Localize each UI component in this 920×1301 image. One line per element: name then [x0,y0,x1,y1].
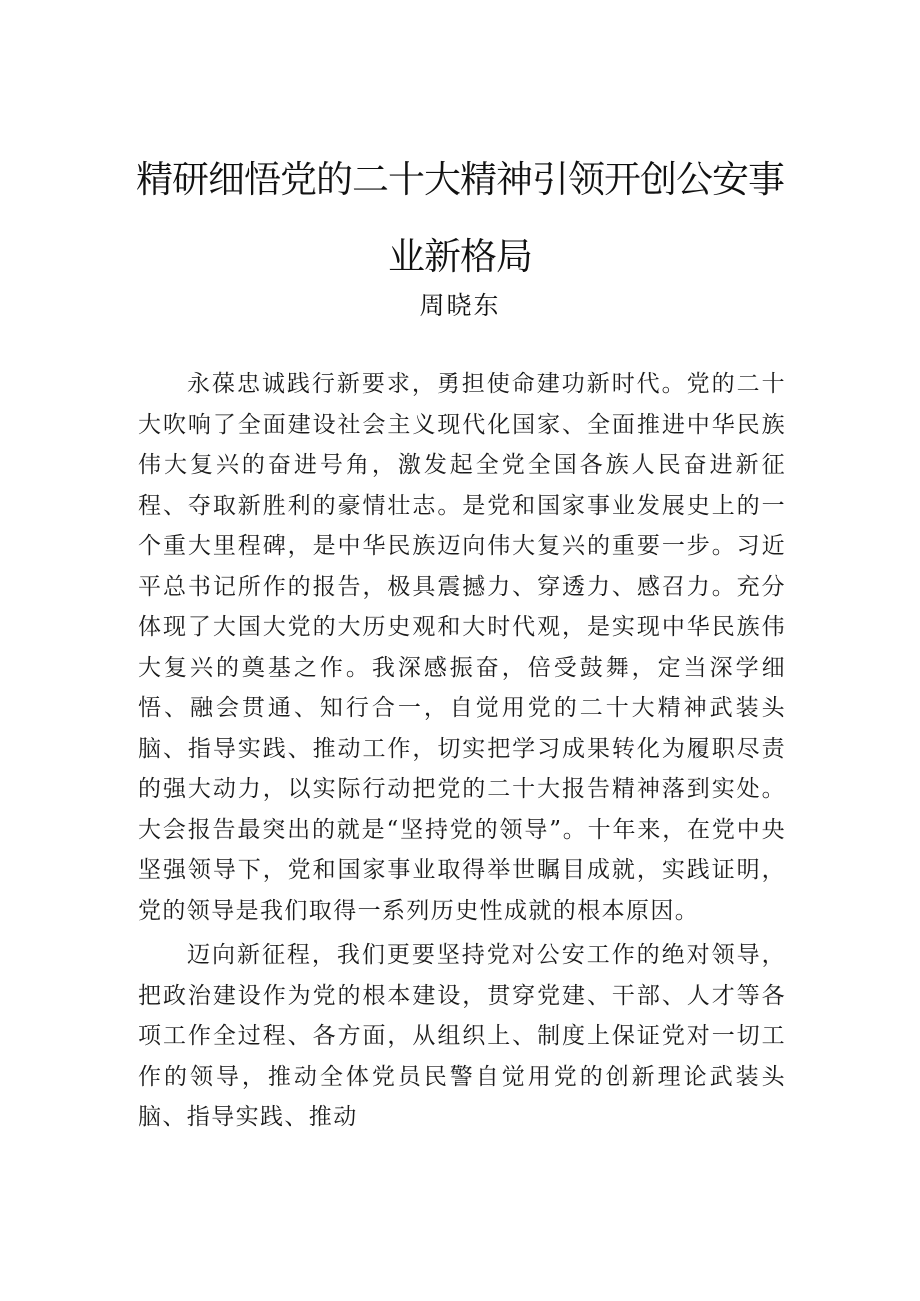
author-name: 周晓东 [419,291,501,320]
body-paragraph-2: 迈向新征程，我们更要坚持党对公安工作的绝对领导，把政治建设作为党的根本建设，贯穿党建、干部、人才等各项工作全过程、各方面，从组织上、制度上保证党对一切工作的领导，推动全体党员民警自觉用党的创新理论武装头脑、指导实践、推动 [138,942,786,1130]
document-body [138,364,786,1138]
document-title-line-1: 精研细悟党的二十大精神引领开创公安事 [136,158,784,201]
body-paragraph-1: 永葆忠诚践行新要求，勇担使命建功新时代。党的二十大吹响了全面建设社会主义现代化国家、全面推进中华民族伟大复兴的奋进号角，激发起全党全国各族人民奋进新征程、夺取新胜利的豪情壮志。是党和国家事业发展史上的一个重大里程碑，是中华民族迈向伟大复兴的重要一步。习近平总书记所作的报告，极具震撼力、穿透力、感召力。充分体现了大国大党的大历史观和大时代观，是实现中华民族伟大复兴的奠基之作。我深感振奋，倍受鼓舞，定当深学细悟、融会贯通、知行合一，自觉用党的二十大精神武装头脑、指导实践、推动工作，切实把学习成果转化为履职尽责的强大动力，以实际行动把党的二十大报告精神落到实处。大会报告最突出的就是“坚持党的领导”。十年来，在党中央坚强领导下，党和国家事业取得举世瞩目成就，实践证明，党的领导是我们取得一系列历史性成就的根本原因。 [138,371,786,924]
document-title-line-2: 业新格局 [388,235,532,278]
